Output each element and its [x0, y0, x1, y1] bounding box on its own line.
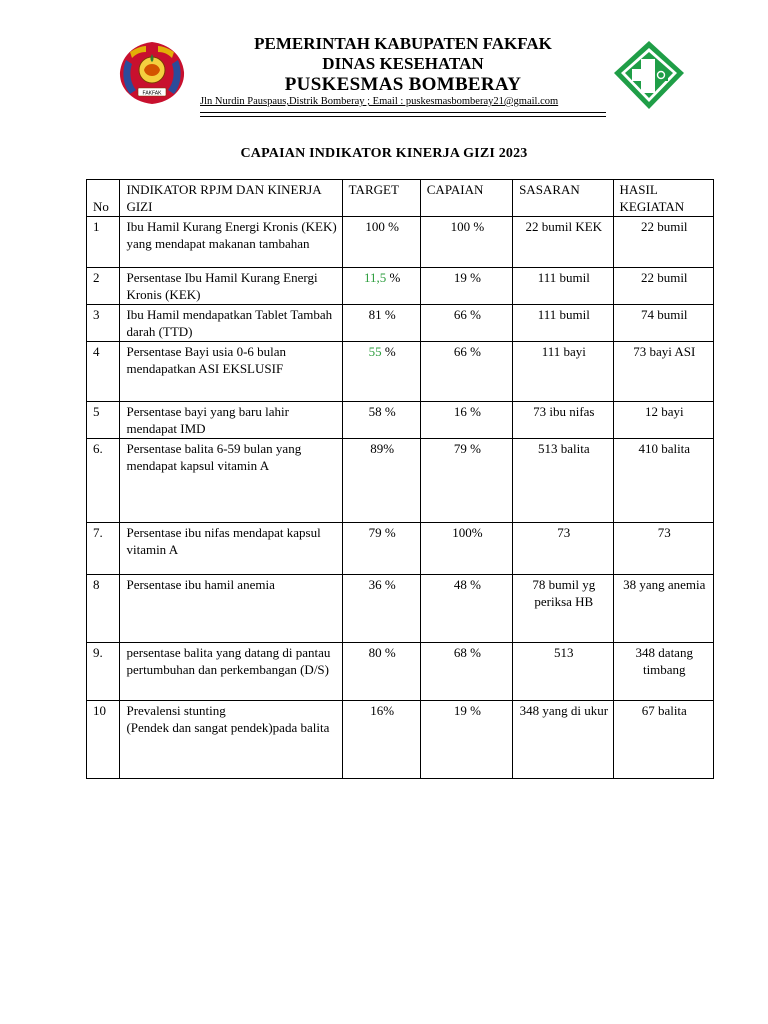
- header-divider: [200, 112, 606, 117]
- row-no: 2: [87, 268, 120, 305]
- target-value: 80 %: [368, 645, 396, 660]
- row-no: 7.: [87, 523, 120, 575]
- row-target: [342, 523, 420, 575]
- row-no: 4: [87, 342, 120, 402]
- row-no: 10: [87, 701, 120, 779]
- row-capaian: 66 %: [420, 305, 512, 342]
- row-indikator: Persentase ibu nifas mendapat kapsul vitamin A: [120, 523, 342, 575]
- row-hasil: 67 balita: [613, 701, 713, 779]
- target-value: 81 %: [368, 307, 396, 322]
- row-target: [342, 701, 420, 779]
- puskesmas-cross-icon: [610, 39, 688, 111]
- row-hasil: 74 bumil: [613, 305, 713, 342]
- row-indikator: Prevalensi stunting (Pendek dan sangat pendek)pada balita: [120, 701, 342, 779]
- row-sasaran: 111 bumil: [513, 268, 613, 305]
- header-capaian: CAPAIAN: [420, 180, 512, 217]
- fakfak-emblem-icon: [116, 40, 188, 106]
- row-hasil: 73: [613, 523, 713, 575]
- row-indikator: Ibu Hamil mendapatkan Tablet Tambah darah (TTD): [120, 305, 342, 342]
- row-sasaran: 111 bayi: [513, 342, 613, 402]
- letterhead-text: [200, 34, 606, 96]
- target-value: 79 %: [368, 525, 396, 540]
- table-row: [87, 575, 714, 643]
- row-hasil: 348 datang timbang: [613, 643, 713, 701]
- kpi-table-body: [87, 217, 714, 779]
- row-capaian: 48 %: [420, 575, 512, 643]
- row-indikator: persentase balita yang datang di pantau pertumbuhan dan perkembangan (D/S): [120, 643, 342, 701]
- row-no: 6.: [87, 439, 120, 523]
- row-sasaran: 111 bumil: [513, 305, 613, 342]
- target-unit: %: [381, 344, 396, 359]
- row-indikator: Ibu Hamil Kurang Energi Kronis (KEK) yang mendapat makanan tambahan: [120, 217, 342, 268]
- row-capaian: 66 %: [420, 342, 512, 402]
- row-target: [342, 305, 420, 342]
- government-name: PEMERINTAH KABUPATEN FAKFAK: [254, 34, 552, 53]
- row-hasil: 22 bumil: [613, 217, 713, 268]
- row-sasaran: 73: [513, 523, 613, 575]
- row-hasil: 410 balita: [613, 439, 713, 523]
- kpi-table: [86, 179, 714, 779]
- row-sasaran: 22 bumil KEK: [513, 217, 613, 268]
- header-target: TARGET: [342, 180, 420, 217]
- row-indikator: Persentase Ibu Hamil Kurang Energi Kronis (KEK): [120, 268, 342, 305]
- row-target: [342, 439, 420, 523]
- target-value: 55: [368, 344, 382, 359]
- row-capaian: 100 %: [420, 217, 512, 268]
- row-sasaran: 73 ibu nifas: [513, 402, 613, 439]
- table-row: [87, 439, 714, 523]
- table-row: [87, 217, 714, 268]
- target-unit: %: [386, 270, 401, 285]
- row-target: [342, 402, 420, 439]
- row-indikator: Persentase ibu hamil anemia: [120, 575, 342, 643]
- row-capaian: 19 %: [420, 701, 512, 779]
- table-row: [87, 268, 714, 305]
- department-name: DINAS KESEHATAN: [322, 54, 484, 73]
- header-sasaran: SASARAN: [513, 180, 613, 217]
- row-target: [342, 268, 420, 305]
- row-target: [342, 643, 420, 701]
- target-value: 58 %: [368, 404, 396, 419]
- header-indikator: INDIKATOR RPJM DAN KINERJA GIZI: [120, 180, 342, 217]
- header-no: No: [87, 180, 120, 217]
- svg-text:FAKFAK: FAKFAK: [142, 90, 162, 97]
- row-hasil: 73 bayi ASI: [613, 342, 713, 402]
- target-value: 89%: [370, 441, 395, 456]
- row-target: [342, 217, 420, 268]
- table-header-row: [87, 180, 714, 217]
- row-target: [342, 342, 420, 402]
- letterhead: [110, 30, 670, 116]
- row-no: 8: [87, 575, 120, 643]
- table-row: [87, 305, 714, 342]
- row-no: 9.: [87, 643, 120, 701]
- row-indikator: Persentase bayi yang baru lahir mendapat IMD: [120, 402, 342, 439]
- row-hasil: 22 bumil: [613, 268, 713, 305]
- row-sasaran: 513: [513, 643, 613, 701]
- row-sasaran: 78 bumil yg periksa HB: [513, 575, 613, 643]
- clinic-name: PUSKESMAS BOMBERAY: [284, 74, 522, 95]
- row-hasil: 38 yang anemia: [613, 575, 713, 643]
- table-row: [87, 523, 714, 575]
- row-sasaran: 348 yang di ukur: [513, 701, 613, 779]
- table-row: [87, 402, 714, 439]
- row-target: [342, 575, 420, 643]
- row-indikator: Persentase balita 6-59 bulan yang mendapat kapsul vitamin A: [120, 439, 342, 523]
- target-value: 16%: [370, 703, 395, 718]
- row-sasaran: 513 balita: [513, 439, 613, 523]
- row-capaian: 19 %: [420, 268, 512, 305]
- address-line: Jln Nurdin Pauspaus,Distrik Bomberay ; Email : puskesmasbomberay21@gmail.com: [200, 96, 559, 107]
- row-capaian: 16 %: [420, 402, 512, 439]
- row-hasil: 12 bayi: [613, 402, 713, 439]
- row-indikator: Persentase Bayi usia 0-6 bulan mendapatkan ASI EKSLUSIF: [120, 342, 342, 402]
- row-no: 5: [87, 402, 120, 439]
- target-value: 36 %: [368, 577, 396, 592]
- table-row: [87, 342, 714, 402]
- table-row: [87, 643, 714, 701]
- table-row: [87, 701, 714, 779]
- target-value: 11,5: [364, 270, 387, 285]
- row-capaian: 68 %: [420, 643, 512, 701]
- row-no: 1: [87, 217, 120, 268]
- header-hasil: HASIL KEGIATAN: [613, 180, 713, 217]
- row-capaian: 79 %: [420, 439, 512, 523]
- target-value: 100 %: [365, 219, 399, 234]
- row-capaian: 100%: [420, 523, 512, 575]
- document-title: CAPAIAN INDIKATOR KINERJA GIZI 2023: [240, 146, 528, 161]
- row-no: 3: [87, 305, 120, 342]
